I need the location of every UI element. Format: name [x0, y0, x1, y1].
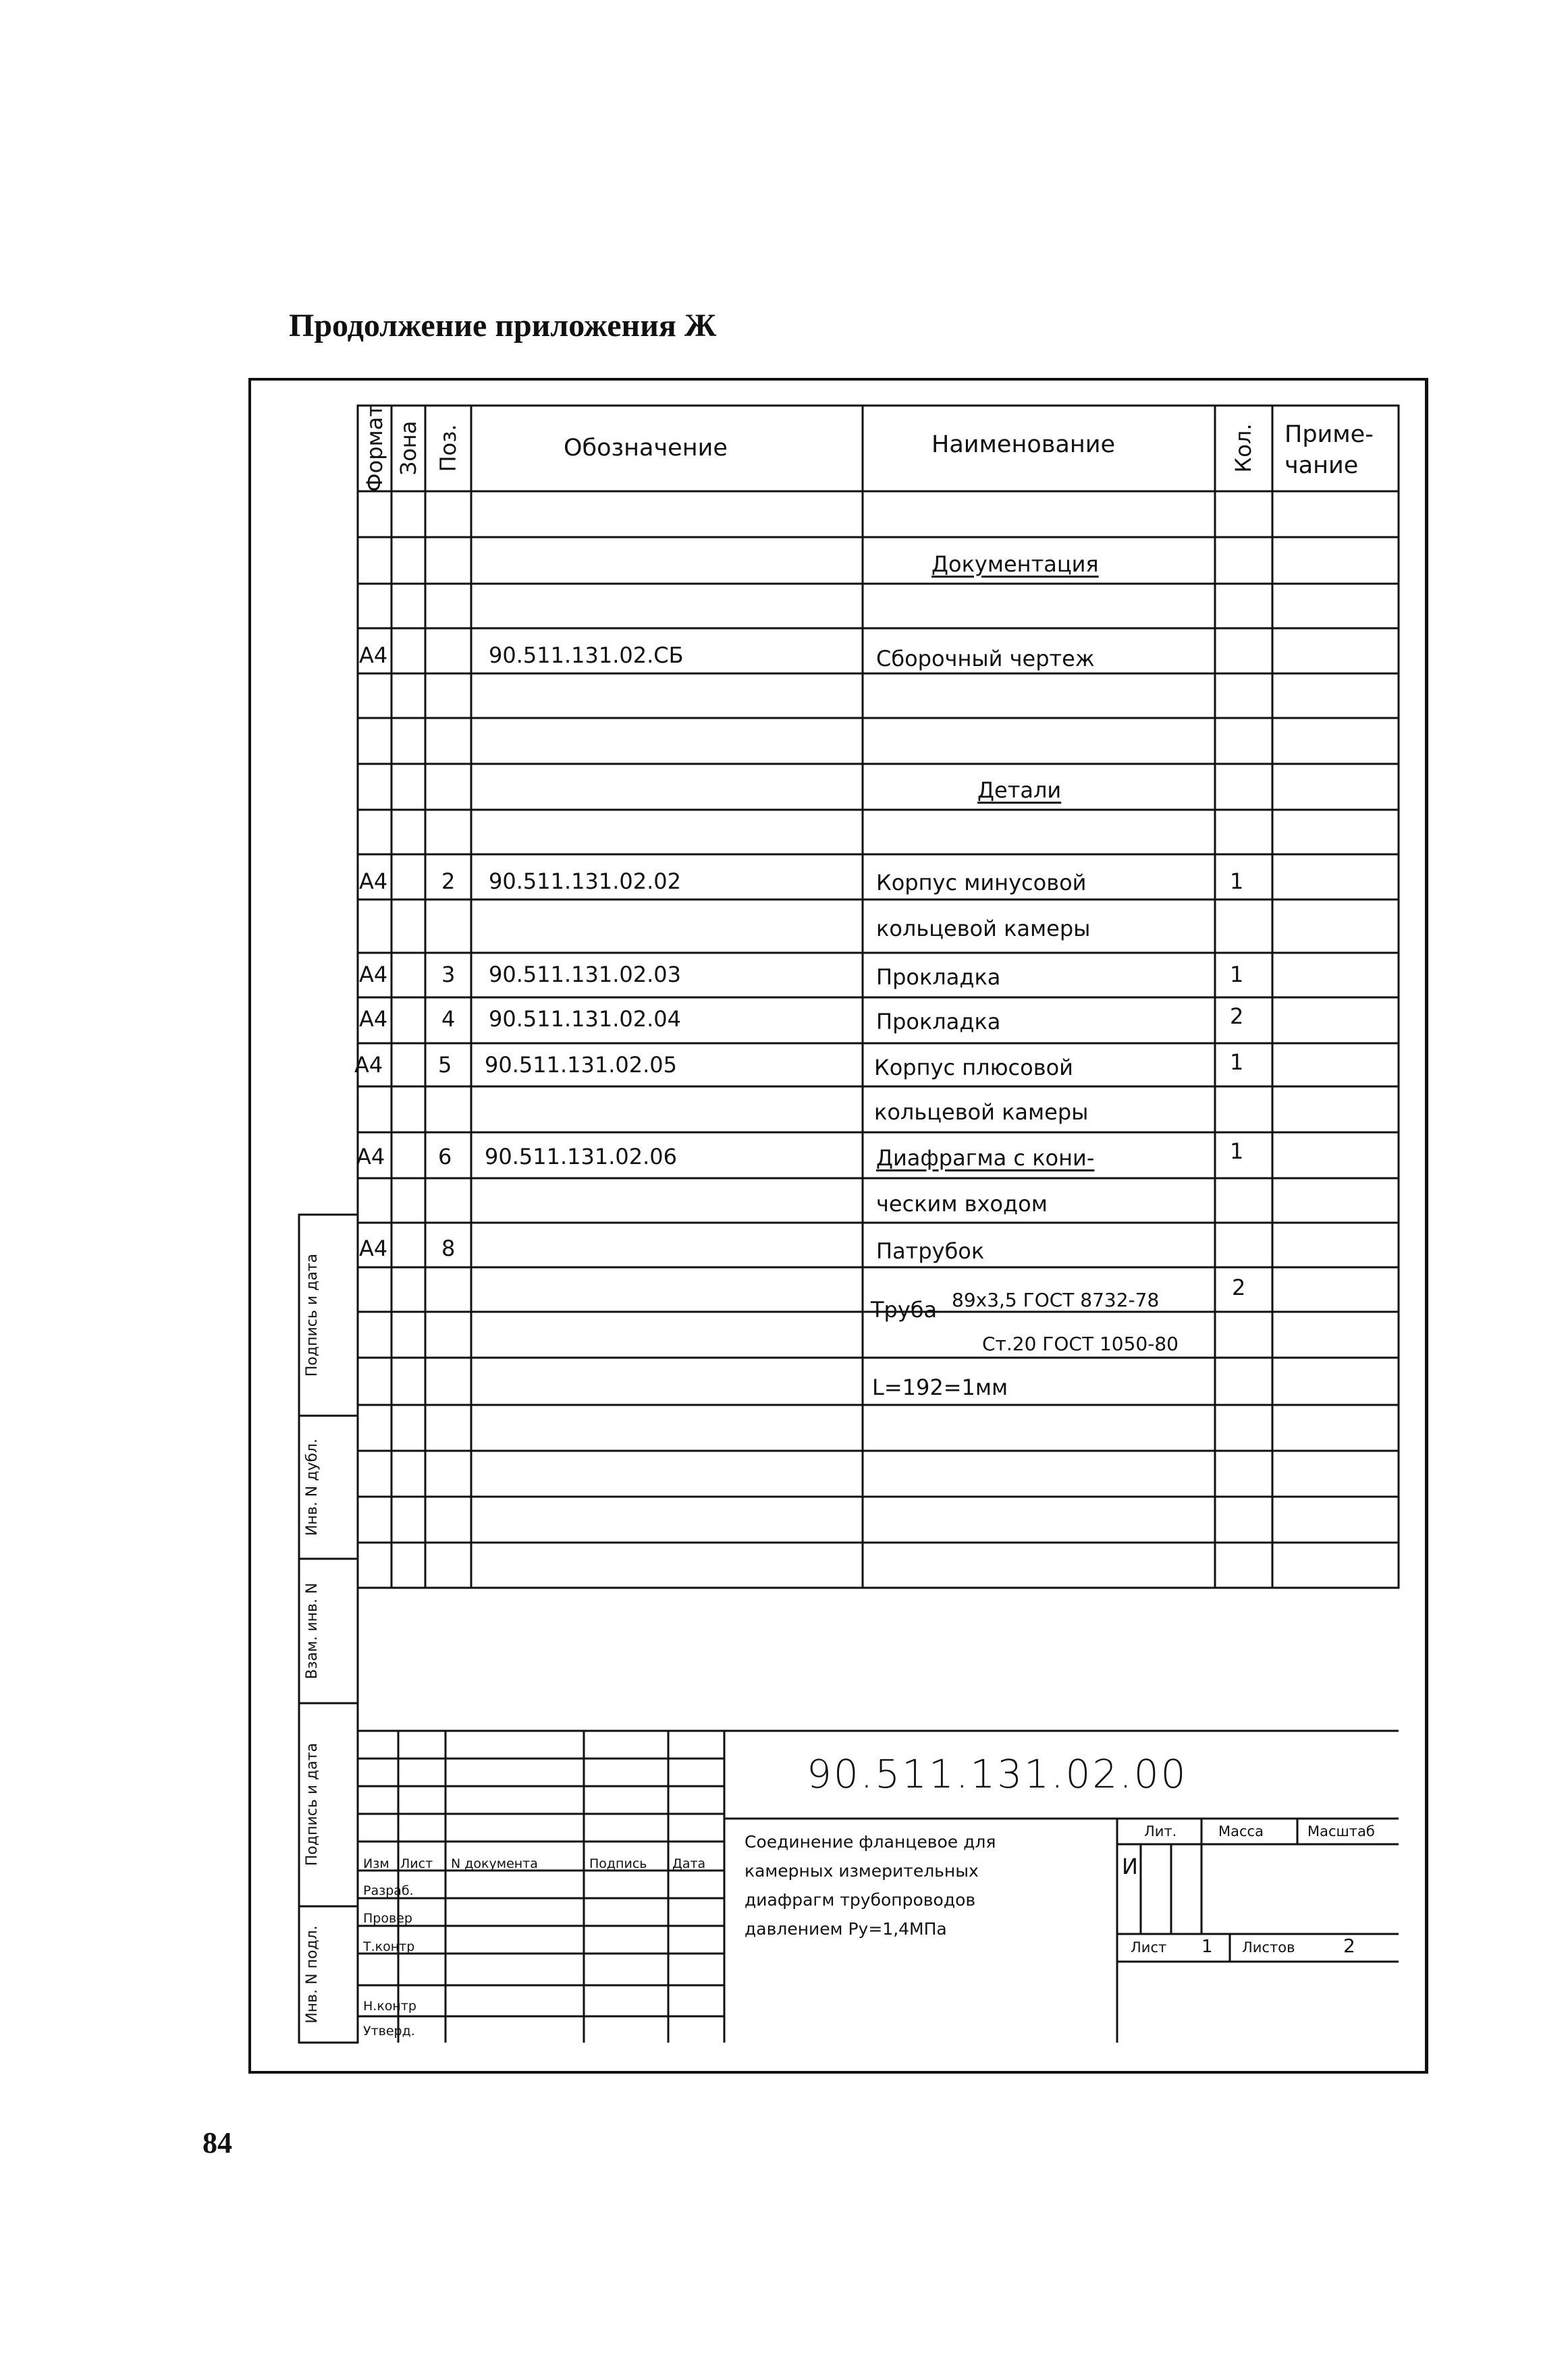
row-designation: 90.511.131.02.02 — [489, 868, 681, 894]
row-pos: 3 — [441, 962, 456, 987]
tb-mass-label: Масса — [1218, 1823, 1264, 1839]
section-details: Детали — [977, 777, 1062, 803]
doc-title-line: диафрагм трубопроводов — [745, 1890, 976, 1910]
tb-header-doc-no: N документа — [451, 1856, 538, 1871]
row-designation: 90.511.131.02.06 — [485, 1144, 677, 1169]
row-name: Корпус минусовой — [876, 870, 1087, 895]
row-qty: 1 — [1230, 1138, 1244, 1164]
pipe-qty: 2 — [1232, 1275, 1246, 1300]
row-format: А4 — [356, 1144, 385, 1169]
stamp-signature-date: Подпись и дата — [304, 1253, 321, 1377]
row-pos: 6 — [438, 1144, 452, 1169]
row-pos: 2 — [441, 868, 456, 894]
row-qty: 1 — [1230, 1049, 1244, 1075]
row-name: Корпус плюсовой — [874, 1055, 1073, 1080]
tb-role: Провер — [363, 1911, 412, 1926]
pipe-size: 89х3,5 ГОСТ 8732-78 — [952, 1289, 1160, 1311]
tb-role: Т.контр — [363, 1939, 415, 1954]
page-number: 84 — [202, 2126, 232, 2159]
pipe-length: L=192=1мм — [872, 1375, 1008, 1400]
row-pos: 8 — [441, 1236, 456, 1261]
page-heading: Продолжение приложения Ж — [289, 308, 717, 343]
tb-sheet-value: 1 — [1201, 1937, 1213, 1957]
col-header-format: Формат — [362, 404, 387, 492]
row-pos: 4 — [441, 1006, 456, 1032]
tb-header-izm: Изм — [363, 1856, 389, 1871]
row-name: Диафрагма с кони- — [876, 1145, 1095, 1171]
tb-sheets-label: Листов — [1242, 1939, 1295, 1956]
doc-title-line: давлением Ру=1,4МПа — [745, 1919, 947, 1939]
row-format: А4 — [359, 1006, 388, 1032]
doc-number: 90.511.131.02.00 — [807, 1751, 1188, 1797]
col-header-note-2: чание — [1285, 452, 1359, 479]
row-name: Прокладка — [876, 1009, 1001, 1034]
tb-header-list: Лист — [400, 1856, 433, 1871]
tb-lit-value: И — [1122, 1854, 1138, 1879]
tb-header-date: Дата — [672, 1856, 706, 1871]
tb-scale-label: Масштаб — [1307, 1823, 1375, 1839]
row-designation: 90.511.131.02.03 — [489, 962, 681, 987]
stamp-inv-podl: Инв. N подл. — [304, 1925, 321, 2024]
stamp-signature-date-2: Подпись и дата — [304, 1742, 321, 1866]
tb-role: Утверд. — [363, 2024, 415, 2039]
tb-header-signature: Подпись — [589, 1856, 647, 1871]
row-format: А4 — [359, 962, 388, 987]
row-name: Прокладка — [876, 964, 1001, 990]
tb-sheet-label: Лист — [1131, 1939, 1167, 1956]
row-name: ческим входом — [876, 1191, 1048, 1217]
col-header-designation: Обозначение — [564, 435, 728, 462]
row-name: кольцевой камеры — [874, 1099, 1089, 1125]
row-qty: 2 — [1230, 1003, 1244, 1029]
doc-title-line: Соединение фланцевое для — [745, 1832, 996, 1852]
row-name: Патрубок — [876, 1238, 985, 1264]
stamp-inv-dubl: Инв. N дубл. — [304, 1438, 321, 1537]
row-qty: 1 — [1230, 962, 1244, 987]
col-header-pos: Поз. — [435, 424, 461, 472]
col-header-qty: Кол. — [1231, 423, 1256, 473]
tb-sheets-value: 2 — [1343, 1935, 1355, 1957]
row-format: А4 — [359, 642, 388, 668]
stamp-vzam-inv: Взам. инв. N — [304, 1582, 321, 1680]
col-header-name: Наименование — [931, 431, 1115, 458]
row-designation: 90.511.131.02.04 — [489, 1006, 681, 1032]
section-documentation: Документация — [931, 551, 1099, 577]
row-format: А4 — [359, 1236, 388, 1261]
row-format: А4 — [359, 868, 388, 894]
pipe-material: Ст.20 ГОСТ 1050-80 — [982, 1333, 1179, 1355]
tb-role: Разраб. — [363, 1883, 414, 1898]
pipe-prefix: Труба — [871, 1297, 938, 1323]
tb-role: Н.контр — [363, 1999, 416, 2014]
row-name: кольцевой камеры — [876, 916, 1091, 941]
doc-title-line: камерных измерительных — [745, 1861, 979, 1881]
col-header-zone: Зона — [396, 420, 421, 476]
row-designation: 90.511.131.02.СБ — [489, 642, 684, 668]
row-qty: 1 — [1230, 868, 1244, 894]
row-name: Сборочный чертеж — [876, 646, 1095, 671]
row-pos: 5 — [438, 1052, 452, 1078]
row-designation: 90.511.131.02.05 — [485, 1052, 677, 1078]
col-header-note-1: Приме- — [1285, 421, 1374, 448]
row-format: А4 — [354, 1052, 383, 1078]
tb-lit-label: Лит. — [1144, 1823, 1177, 1839]
